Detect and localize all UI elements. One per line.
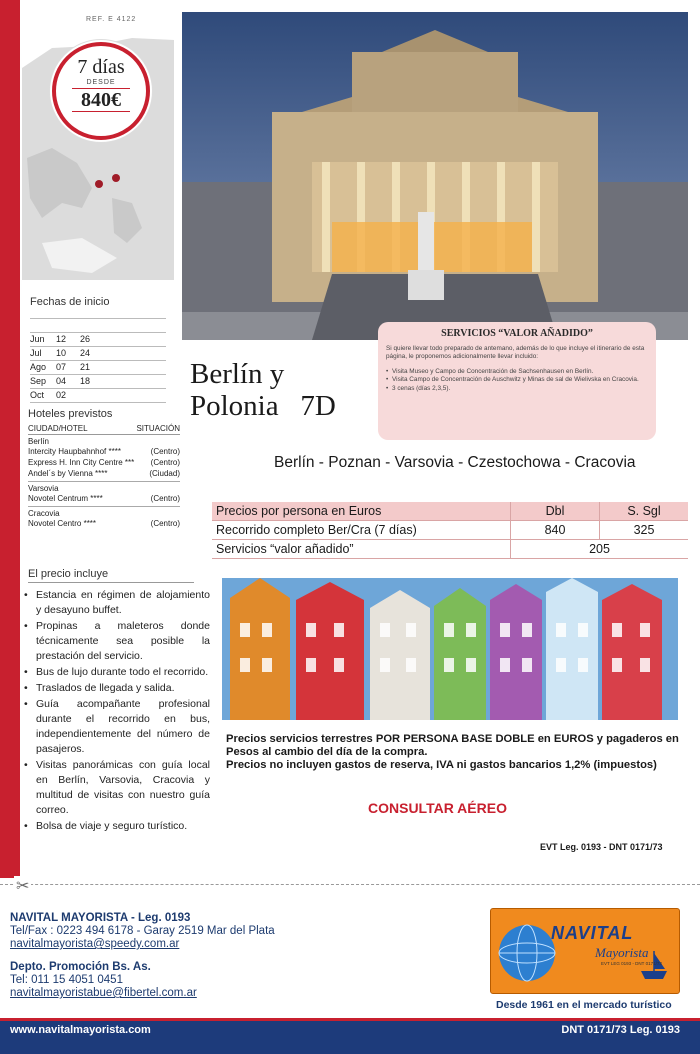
prices-table xyxy=(212,502,688,559)
valor-title: SERVICIOS “VALOR AÑADIDO” xyxy=(441,328,593,339)
logo-brand: NAVITAL xyxy=(551,923,634,943)
email-link-2[interactable]: navitalmayoristabue@fibertel.com.ar xyxy=(10,987,197,999)
table-row: Servicios “valor añadido” 205 xyxy=(212,540,688,559)
warsaw-marker xyxy=(112,174,120,182)
hotels-table xyxy=(28,424,180,531)
list-item: • Guía acompañante profesional durante el recorrido en bus, independientemente del número de pasajeros. xyxy=(22,697,210,757)
route-line: Berlín - Poznan - Varsovia - Czestochowa - Cracovia xyxy=(274,454,636,471)
badge-days: 7 días xyxy=(77,56,125,78)
list-item: • 3 cenas (días 2,3,5). xyxy=(386,385,648,394)
evt-legal: EVT Leg. 0193 - DNT 0171/73 xyxy=(540,842,663,852)
dates-row xyxy=(30,318,166,333)
dates-row: Sep 04 18 xyxy=(30,375,166,389)
email-link-1[interactable]: navitalmayorista@speedy.com.ar xyxy=(10,938,180,950)
list-item: • Visita Campo de Concentración de Auschwitz y Minas de sal de Wielivska en Cracovia. xyxy=(386,376,648,385)
footer-contact xyxy=(10,912,275,1000)
list-item: • Propinas a maleteros donde técnicamente sea posible la prestación del servicio. xyxy=(22,619,210,664)
price-notes xyxy=(226,733,688,772)
dept-name: Depto. Promoción Bs. As. xyxy=(10,961,151,973)
price-badge xyxy=(52,42,150,140)
includes-list xyxy=(22,588,210,835)
hotel-group-berlin: Berlín Intercity Haupbahnhof **** (Centro) Express H. Inn City Centre *** (Centro) Andel´s by Vienna **** (Ciudad) xyxy=(28,435,180,482)
scissors-icon: ✂ xyxy=(16,878,30,895)
berlin-marker xyxy=(95,180,103,188)
dates-row: Oct 02 xyxy=(30,389,166,403)
logo-tiny: EVT LEG 0193 - DNT 0171/73 xyxy=(601,961,662,966)
dates-row: Jun 12 26 xyxy=(30,333,166,347)
hotel-group-cracovia: Cracovia Novotel Centro **** (Centro) xyxy=(28,509,180,528)
table-row: Recorrido completo Ber/Cra (7 días) 840 325 xyxy=(212,521,688,540)
globe-icon xyxy=(491,909,679,993)
note-line-2: Precios no incluyen gastos de reserva, IVA ni gastos bancarios 1,2% (impuestos) xyxy=(226,759,657,771)
title-line-2: Polonia 7D xyxy=(190,390,336,422)
cut-line xyxy=(0,884,700,885)
list-item: • Bus de lujo durante todo el recorrido. xyxy=(22,665,210,680)
list-item: • Visita Museo y Campo de Concentración de Sachsenhausen en Berlín. xyxy=(386,368,648,377)
valor-list xyxy=(386,368,648,394)
navital-logo xyxy=(490,908,680,994)
poznan-houses-photo xyxy=(222,578,678,720)
slogan: Desde 1961 en el mercado turístico xyxy=(496,999,672,1011)
dates-title: Fechas de inicio xyxy=(30,296,110,308)
company-tel: Tel/Fax : 0223 494 6178 - Garay 2519 Mar del Plata xyxy=(10,925,275,937)
dates-row: Ago 07 21 xyxy=(30,361,166,375)
list-item: • Bolsa de viaje y seguro turístico. xyxy=(22,819,210,834)
badge-price: 840€ xyxy=(72,88,130,112)
dept-tel: Tel: 011 15 4051 0451 xyxy=(10,974,123,986)
company-name: NAVITAL MAYORISTA - Leg. 0193 xyxy=(10,912,191,924)
hotels-title: Hoteles previstos xyxy=(28,408,113,420)
website-link[interactable]: www.navitalmayorista.com xyxy=(10,1024,151,1036)
valor-intro: Si quiere llevar todo preparado de antemano, además de lo que incluye el itinerario de esta página, le proponemos adicionalmente llevar incluido: xyxy=(386,344,645,360)
note-line-1: Precios servicios terrestres POR PERSONA BASE DOBLE en EUROS y pagaderos en Pesos al cambio del día de la compra. xyxy=(226,733,679,758)
consultar-aereo: CONSULTAR AÉREO xyxy=(368,800,507,816)
logo-sub: Mayorista xyxy=(595,945,649,960)
dates-table xyxy=(30,318,166,403)
reference-code: REF. E 4122 xyxy=(86,16,137,23)
list-item: • Visitas panorámicas con guía local en Berlín, Varsovia, Cracovia y multitud de visitas con nuestro guía correo. xyxy=(22,758,210,818)
includes-title: El precio incluye xyxy=(28,568,194,583)
left-red-bar xyxy=(0,0,20,878)
hotels-header: CIUDAD/HOTEL SITUACIÓN xyxy=(28,424,180,433)
bottom-legal: DNT 0171/73 Leg. 0193 xyxy=(561,1024,680,1036)
berlin-concert-hall-photo xyxy=(182,12,688,340)
valor-anadido-box xyxy=(378,322,656,440)
bottom-stripe xyxy=(0,1018,700,1021)
title-line-1: Berlín y xyxy=(190,358,285,390)
list-item: • Traslados de llegada y salida. xyxy=(22,681,210,696)
list-item: • Estancia en régimen de alojamiento y desayuno buffet. xyxy=(22,588,210,618)
page-title xyxy=(190,358,336,422)
badge-desde: DESDE xyxy=(86,79,116,86)
dates-row: Jul 10 24 xyxy=(30,347,166,361)
table-row: Precios por persona en Euros Dbl S. Sgl xyxy=(212,502,688,521)
hotel-group-varsovia: Varsovia Novotel Centrum **** (Centro) xyxy=(28,482,180,507)
bottom-bar xyxy=(0,1018,700,1054)
